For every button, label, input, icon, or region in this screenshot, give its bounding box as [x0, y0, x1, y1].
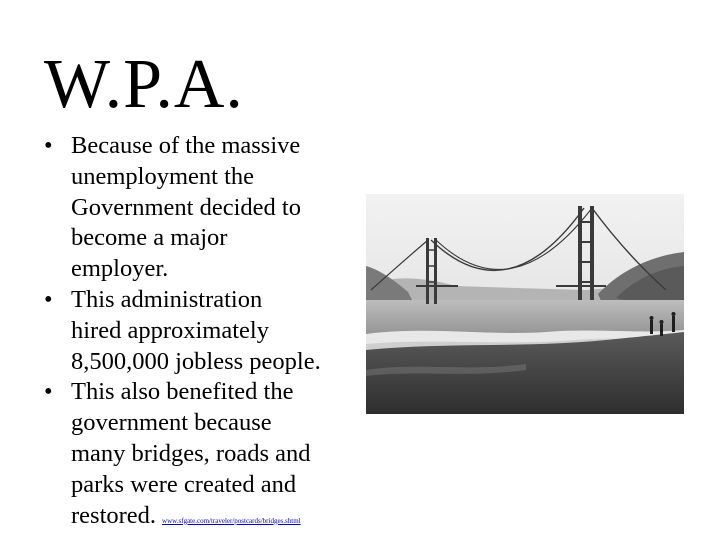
bullet-item	[44, 131, 374, 285]
bullet-text: This also benefited the government because many bridges, roads and parks were created and restored.	[71, 378, 311, 529]
bullet-list	[44, 131, 374, 536]
bullet-item	[44, 377, 374, 536]
golden-gate-construction-photo	[366, 194, 684, 414]
bullet-marker: •	[44, 378, 53, 406]
bullet-text: This administration hired approximately 8,500,000 jobless people.	[71, 285, 321, 375]
bullet-marker: •	[44, 132, 53, 159]
slide-title: W.P.A.	[44, 46, 244, 123]
bullet-item	[44, 285, 374, 377]
bullet-marker: •	[44, 285, 53, 313]
bullet-text: Because of the massive unemployment the Government decided to become a major employer.	[71, 132, 301, 283]
source-link[interactable]: www.sfgate.com/traveler/postcards/bridges.shtml	[162, 516, 301, 525]
